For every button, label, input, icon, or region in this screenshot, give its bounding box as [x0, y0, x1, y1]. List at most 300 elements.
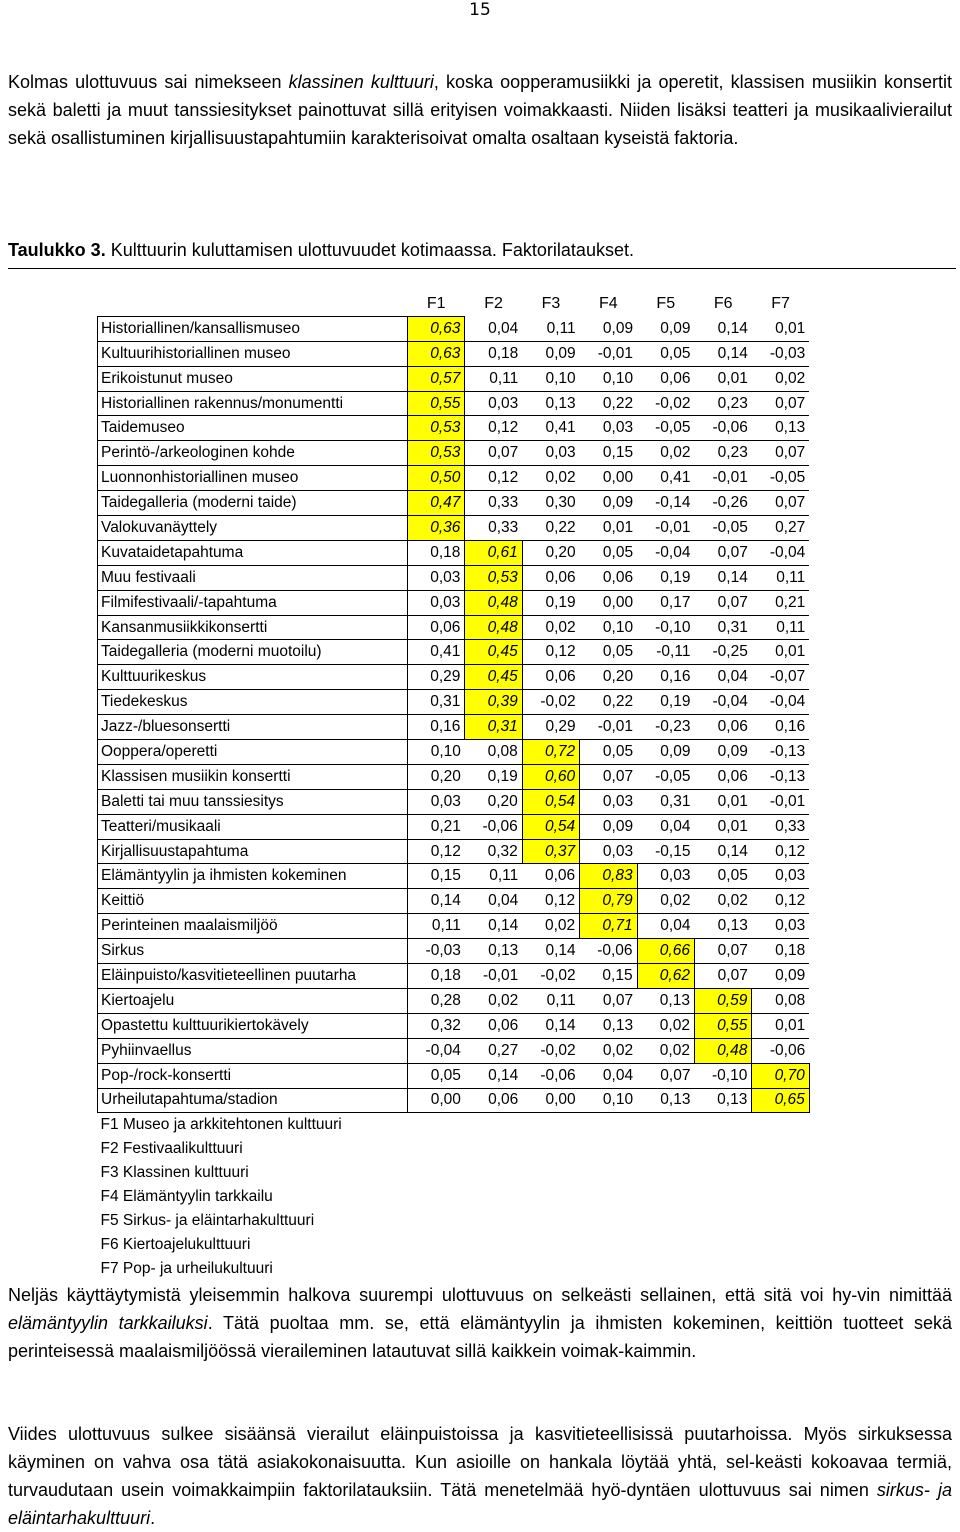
table-row: [98, 366, 810, 391]
legend-row: [98, 1113, 810, 1137]
loading-cell: -0,02: [522, 1038, 579, 1063]
loading-cell: 0,03: [637, 864, 694, 889]
loading-cell: -0,02: [522, 690, 579, 715]
row-label: Teatteri/musikaali: [98, 814, 408, 839]
loading-cell: 0,07: [694, 939, 751, 964]
loading-cell: 0,12: [465, 416, 522, 441]
row-label: Muu festivaali: [98, 565, 408, 590]
highlighted-loading-cell: 0,47: [408, 491, 465, 516]
column-header-f3: F3: [541, 295, 561, 313]
loading-cell: 0,04: [580, 1063, 637, 1088]
loading-cell: 0,14: [522, 939, 579, 964]
legend-row: [98, 1185, 810, 1209]
loading-cell: 0,03: [408, 590, 465, 615]
loading-cell: 0,06: [694, 764, 751, 789]
para2-text-1: Neljäs käyttäytymistä yleisemmin halkova suurempi ulottuvuus on selkeästi sellainen, että sitä voi hy-vin nimittää: [8, 1285, 952, 1305]
loading-cell: -0,01: [694, 466, 751, 491]
loading-cell: 0,19: [637, 690, 694, 715]
table-row: [98, 889, 810, 914]
table-row: [98, 964, 810, 989]
table-caption: [8, 236, 956, 269]
row-label: Kiertoajelu: [98, 988, 408, 1013]
loading-cell: 0,06: [637, 366, 694, 391]
loading-cell: 0,20: [580, 665, 637, 690]
loading-cell: 0,03: [580, 416, 637, 441]
row-label: Historiallinen rakennus/monumentti: [98, 391, 408, 416]
loading-cell: 0,12: [465, 466, 522, 491]
loading-cell: 0,09: [694, 740, 751, 765]
loading-cell: 0,13: [694, 1088, 751, 1113]
loading-cell: 0,06: [694, 715, 751, 740]
loading-cell: 0,13: [637, 988, 694, 1013]
table-row: [98, 665, 810, 690]
loading-cell: -0,06: [465, 814, 522, 839]
loading-cell: -0,04: [752, 540, 809, 565]
row-label: Kultuurihistoriallinen museo: [98, 341, 408, 366]
loading-cell: 0,01: [752, 1013, 809, 1038]
row-label: Luonnonhistoriallinen museo: [98, 466, 408, 491]
table-row: [98, 864, 810, 889]
loading-cell: 0,11: [522, 316, 579, 341]
table-row: [98, 789, 810, 814]
loading-cell: -0,05: [637, 416, 694, 441]
loading-cell: -0,15: [637, 839, 694, 864]
loading-cell: 0,16: [408, 715, 465, 740]
table-row: [98, 640, 810, 665]
loading-cell: 0,10: [580, 615, 637, 640]
legend-row: [98, 1257, 810, 1281]
loading-cell: 0,31: [694, 615, 751, 640]
loading-cell: -0,03: [408, 939, 465, 964]
loading-cell: -0,13: [752, 740, 809, 765]
legend-item: F3 Klassinen kulttuuri: [100, 1164, 249, 1182]
loading-cell: 0,07: [694, 964, 751, 989]
column-header-f7: F7: [771, 295, 790, 313]
intro-emphasis: klassinen kulttuuri: [288, 72, 434, 92]
loading-cell: 0,09: [580, 316, 637, 341]
loading-cell: 0,09: [637, 316, 694, 341]
highlighted-loading-cell: 0,45: [465, 665, 522, 690]
legend-row: [98, 1209, 810, 1233]
loading-cell: 0,10: [580, 1088, 637, 1113]
paragraph-fifth-dimension: [8, 1420, 952, 1532]
highlighted-loading-cell: 0,60: [522, 764, 579, 789]
loading-cell: 0,27: [465, 1038, 522, 1063]
row-label: Valokuvanäyttely: [98, 516, 408, 541]
loading-cell: 0,02: [637, 1013, 694, 1038]
loading-cell: -0,13: [752, 764, 809, 789]
caption-label: Taulukko 3.: [8, 240, 106, 260]
highlighted-loading-cell: 0,63: [408, 316, 465, 341]
loading-cell: 0,03: [465, 391, 522, 416]
loading-cell: 0,08: [752, 988, 809, 1013]
caption-text: Kulttuurin kuluttamisen ulottuvuudet kotimaassa. Faktorilataukset.: [105, 240, 634, 260]
para3-text-2: .: [150, 1508, 156, 1528]
highlighted-loading-cell: 0,37: [522, 839, 579, 864]
loading-cell: 0,03: [408, 565, 465, 590]
table-row: [98, 391, 810, 416]
loading-cell: 0,01: [752, 640, 809, 665]
highlighted-loading-cell: 0,50: [408, 466, 465, 491]
loading-cell: -0,04: [752, 690, 809, 715]
loading-cell: 0,14: [465, 914, 522, 939]
para2-text-2: . Tätä puoltaa mm. se, että elämäntyylin ja ihmisten kokeminen, keittiön tuotteet sekä perinteisessä maalaismiljöössä vieraileminen latautuvat sillä kaikkein voimak-kaimmin.: [8, 1313, 952, 1361]
loading-cell: 0,13: [694, 914, 751, 939]
loading-cell: -0,06: [752, 1038, 809, 1063]
row-label: Keittiö: [98, 889, 408, 914]
loading-cell: 0,16: [752, 715, 809, 740]
page-number: 15: [469, 0, 491, 20]
loading-cell: 0,07: [752, 491, 809, 516]
loading-cell: -0,01: [752, 789, 809, 814]
table-row: [98, 939, 810, 964]
loading-cell: 0,09: [580, 491, 637, 516]
loading-cell: 0,23: [694, 391, 751, 416]
loading-cell: 0,32: [465, 839, 522, 864]
loading-cell: 0,11: [752, 615, 809, 640]
row-label: Elämäntyylin ja ihmisten kokeminen: [98, 864, 408, 889]
loading-cell: 0,07: [752, 391, 809, 416]
loading-cell: 0,01: [752, 316, 809, 341]
legend-row: [98, 1233, 810, 1257]
highlighted-loading-cell: 0,36: [408, 516, 465, 541]
loading-cell: 0,16: [637, 665, 694, 690]
loading-cell: 0,14: [694, 565, 751, 590]
loading-cell: 0,04: [694, 665, 751, 690]
loading-cell: 0,03: [408, 789, 465, 814]
loading-cell: 0,33: [752, 814, 809, 839]
loading-cell: 0,07: [637, 1063, 694, 1088]
para2-emphasis: elämäntyylin tarkkailuksi: [8, 1313, 208, 1333]
loading-cell: 0,18: [408, 540, 465, 565]
highlighted-loading-cell: 0,48: [465, 615, 522, 640]
table-row: [98, 690, 810, 715]
loading-cell: 0,09: [637, 740, 694, 765]
loading-cell: 0,29: [522, 715, 579, 740]
loading-cell: 0,18: [408, 964, 465, 989]
loading-cell: -0,06: [522, 1063, 579, 1088]
loading-cell: 0,07: [694, 540, 751, 565]
highlighted-loading-cell: 0,71: [580, 914, 637, 939]
highlighted-loading-cell: 0,62: [637, 964, 694, 989]
highlighted-loading-cell: 0,53: [408, 441, 465, 466]
legend-row: [98, 1161, 810, 1185]
legend-item: F2 Festivaalikulttuuri: [100, 1140, 243, 1158]
loading-cell: 0,12: [408, 839, 465, 864]
highlighted-loading-cell: 0,45: [465, 640, 522, 665]
highlighted-loading-cell: 0,53: [408, 416, 465, 441]
loading-cell: 0,02: [752, 366, 809, 391]
loading-cell: 0,11: [752, 565, 809, 590]
loading-cell: -0,10: [637, 615, 694, 640]
loading-cell: 0,02: [522, 615, 579, 640]
highlighted-loading-cell: 0,31: [465, 715, 522, 740]
row-label: Kuvataidetapahtuma: [98, 540, 408, 565]
loading-cell: -0,06: [580, 939, 637, 964]
row-label: Urheilutapahtuma/stadion: [98, 1088, 408, 1113]
loading-cell: 0,30: [522, 491, 579, 516]
loading-cell: -0,06: [694, 416, 751, 441]
highlighted-loading-cell: 0,53: [465, 565, 522, 590]
loading-cell: 0,22: [580, 391, 637, 416]
loading-cell: 0,14: [465, 1063, 522, 1088]
loading-cell: 0,23: [694, 441, 751, 466]
loading-cell: 0,04: [465, 316, 522, 341]
loading-cell: 0,15: [408, 864, 465, 889]
row-label: Taidemuseo: [98, 416, 408, 441]
loading-cell: 0,14: [522, 1013, 579, 1038]
loading-cell: -0,01: [637, 516, 694, 541]
loading-cell: 0,21: [752, 590, 809, 615]
loading-cell: 0,00: [580, 466, 637, 491]
legend-item: F6 Kiertoajelukulttuuri: [100, 1235, 251, 1253]
row-label: Jazz-/bluesonsertti: [98, 715, 408, 740]
loading-cell: 0,11: [465, 864, 522, 889]
intro-text-1: Kolmas ulottuvuus sai nimekseen: [8, 72, 289, 92]
table-row: [98, 615, 810, 640]
loading-cell: 0,11: [408, 914, 465, 939]
highlighted-loading-cell: 0,39: [465, 690, 522, 715]
loading-cell: 0,10: [580, 366, 637, 391]
highlighted-loading-cell: 0,83: [580, 864, 637, 889]
loading-cell: -0,25: [694, 640, 751, 665]
paragraph-fourth-dimension: [8, 1281, 952, 1365]
loading-cell: 0,06: [522, 864, 579, 889]
loading-cell: 0,00: [522, 1088, 579, 1113]
highlighted-loading-cell: 0,59: [694, 988, 751, 1013]
header-spacer: [98, 292, 408, 316]
loading-cell: -0,01: [580, 341, 637, 366]
loading-cell: -0,26: [694, 491, 751, 516]
highlighted-loading-cell: 0,79: [580, 889, 637, 914]
highlighted-loading-cell: 0,61: [465, 540, 522, 565]
row-label: Erikoistunut museo: [98, 366, 408, 391]
row-label: Kulttuurikeskus: [98, 665, 408, 690]
table-row: [98, 341, 810, 366]
highlighted-loading-cell: 0,54: [522, 789, 579, 814]
loading-cell: 0,01: [694, 789, 751, 814]
loading-cell: 0,03: [580, 789, 637, 814]
table-row: [98, 316, 810, 341]
row-label: Historiallinen/kansallismuseo: [98, 316, 408, 341]
loading-cell: 0,10: [408, 740, 465, 765]
loading-cell: 0,05: [580, 640, 637, 665]
loading-cell: 0,03: [752, 864, 809, 889]
column-header-f4: F4: [599, 295, 618, 313]
loading-cell: 0,04: [465, 889, 522, 914]
loading-cell: 0,20: [408, 764, 465, 789]
column-header-f2: F2: [484, 295, 503, 313]
loading-cell: 0,06: [522, 565, 579, 590]
loading-cell: 0,22: [580, 690, 637, 715]
loading-cell: -0,02: [637, 391, 694, 416]
loading-cell: 0,05: [637, 341, 694, 366]
legend-row: [98, 1137, 810, 1161]
loading-cell: 0,14: [694, 839, 751, 864]
loading-cell: 0,02: [637, 889, 694, 914]
loading-cell: 0,18: [465, 341, 522, 366]
loading-cell: 0,41: [637, 466, 694, 491]
row-label: Taidegalleria (moderni muotoilu): [98, 640, 408, 665]
loading-cell: 0,17: [637, 590, 694, 615]
loading-cell: 0,32: [408, 1013, 465, 1038]
table-row: [98, 715, 810, 740]
loading-cell: -0,03: [752, 341, 809, 366]
intro-text-2: , koska oopperamusiikki ja operetit, klassisen musiikin konsertit sekä baletti ja muut tanssiesitykset painottuvat sillä erityisen voimakkaasti. Niiden lisäksi teatteri ja musikaalivierailut sekä osallistuminen kirjallisuustapahtumiin karakterisoivat omalta osaltaan kyseistä faktoria.: [8, 72, 952, 148]
row-label: Perintö-/arkeologinen kohde: [98, 441, 408, 466]
table-row: [98, 814, 810, 839]
highlighted-loading-cell: 0,70: [752, 1063, 809, 1088]
loading-cell: 0,03: [522, 441, 579, 466]
loading-cell: 0,02: [522, 914, 579, 939]
loading-cell: -0,11: [637, 640, 694, 665]
loading-cell: 0,19: [465, 764, 522, 789]
loading-cell: 0,12: [522, 889, 579, 914]
table-row: [98, 1063, 810, 1088]
loading-cell: 0,27: [752, 516, 809, 541]
row-label: Pop-/rock-konsertti: [98, 1063, 408, 1088]
loading-cell: 0,31: [408, 690, 465, 715]
loading-cell: -0,04: [637, 540, 694, 565]
row-label: Ooppera/operetti: [98, 740, 408, 765]
loading-cell: 0,20: [465, 789, 522, 814]
loading-cell: 0,02: [580, 1038, 637, 1063]
column-header-f5: F5: [656, 295, 676, 313]
column-header-f1: F1: [426, 294, 446, 312]
table-row: [98, 491, 810, 516]
highlighted-loading-cell: 0,48: [694, 1038, 751, 1063]
loading-cell: 0,01: [694, 366, 751, 391]
table-row: [98, 1038, 810, 1063]
loading-cell: 0,03: [752, 914, 809, 939]
row-label: Pyhiinvaellus: [98, 1038, 408, 1063]
table-row: [98, 441, 810, 466]
table-row: [98, 466, 810, 491]
loading-cell: 0,01: [694, 814, 751, 839]
loading-cell: 0,22: [522, 516, 579, 541]
loading-cell: 0,41: [408, 640, 465, 665]
highlighted-loading-cell: 0,55: [408, 391, 465, 416]
table-row: [98, 914, 810, 939]
loading-cell: 0,02: [694, 889, 751, 914]
row-label: Sirkus: [98, 939, 408, 964]
loading-cell: -0,14: [637, 491, 694, 516]
loading-cell: 0,19: [637, 565, 694, 590]
loading-cell: 0,12: [752, 889, 809, 914]
loading-cell: 0,04: [637, 814, 694, 839]
table-row: [98, 565, 810, 590]
table-header-row: [98, 292, 810, 316]
loading-cell: 0,05: [408, 1063, 465, 1088]
loading-cell: 0,00: [580, 590, 637, 615]
loading-cell: -0,04: [408, 1038, 465, 1063]
loading-cell: 0,11: [522, 988, 579, 1013]
loading-cell: 0,06: [465, 1088, 522, 1113]
loading-cell: 0,14: [694, 316, 751, 341]
loading-cell: 0,01: [580, 516, 637, 541]
loading-cell: 0,12: [522, 640, 579, 665]
loading-cell: 0,05: [580, 540, 637, 565]
loading-cell: 0,02: [637, 1038, 694, 1063]
loading-cell: 0,13: [465, 939, 522, 964]
loading-cell: 0,12: [752, 839, 809, 864]
highlighted-loading-cell: 0,72: [522, 740, 579, 765]
highlighted-loading-cell: 0,65: [752, 1088, 809, 1113]
loading-cell: 0,13: [580, 1013, 637, 1038]
loading-cell: 0,05: [694, 864, 751, 889]
loading-cell: -0,07: [752, 665, 809, 690]
loading-cell: 0,09: [522, 341, 579, 366]
loading-cell: 0,14: [408, 889, 465, 914]
loading-cell: 0,02: [522, 466, 579, 491]
loading-cell: -0,01: [465, 964, 522, 989]
legend-item: F7 Pop- ja urheilukultuuri: [100, 1259, 273, 1277]
loading-cell: 0,20: [522, 540, 579, 565]
highlighted-loading-cell: 0,48: [465, 590, 522, 615]
loading-cell: 0,08: [465, 740, 522, 765]
loading-cell: 0,05: [580, 740, 637, 765]
loading-cell: 0,07: [580, 764, 637, 789]
loading-cell: 0,21: [408, 814, 465, 839]
highlighted-loading-cell: 0,57: [408, 366, 465, 391]
loading-cell: 0,29: [408, 665, 465, 690]
table-row: [98, 988, 810, 1013]
loading-cell: 0,06: [522, 665, 579, 690]
loading-cell: 0,15: [580, 441, 637, 466]
highlighted-loading-cell: 0,54: [522, 814, 579, 839]
loading-cell: 0,09: [752, 964, 809, 989]
loading-cell: 0,33: [465, 491, 522, 516]
loading-cell: 0,07: [580, 988, 637, 1013]
table-row: [98, 1088, 810, 1113]
loading-cell: 0,33: [465, 516, 522, 541]
loading-cell: 0,00: [408, 1088, 465, 1113]
row-label: Tiedekeskus: [98, 690, 408, 715]
loading-cell: 0,06: [408, 615, 465, 640]
loading-cell: 0,11: [465, 366, 522, 391]
row-label: Opastettu kulttuurikiertokävely: [98, 1013, 408, 1038]
row-label: Perinteinen maalaismiljöö: [98, 914, 408, 939]
legend-item: F1 Museo ja arkkitehtonen kulttuuri: [100, 1116, 342, 1134]
intro-paragraph: [8, 68, 952, 152]
row-label: Eläinpuisto/kasvitieteellinen puutarha: [98, 964, 408, 989]
table-row: [98, 416, 810, 441]
loading-cell: 0,07: [465, 441, 522, 466]
table-row: [98, 1013, 810, 1038]
table-row: [98, 839, 810, 864]
row-label: Kansanmusiikkikonsertti: [98, 615, 408, 640]
loading-cell: 0,02: [637, 441, 694, 466]
table-row: [98, 516, 810, 541]
loading-cell: 0,10: [522, 366, 579, 391]
loading-cell: -0,01: [580, 715, 637, 740]
loading-cell: -0,23: [637, 715, 694, 740]
loading-cell: -0,02: [522, 964, 579, 989]
loading-cell: -0,05: [752, 466, 809, 491]
row-label: Kirjallisuustapahtuma: [98, 839, 408, 864]
table-row: [98, 590, 810, 615]
row-label: Klassisen musiikin konsertti: [98, 764, 408, 789]
loading-cell: 0,02: [465, 988, 522, 1013]
loading-cell: 0,07: [752, 441, 809, 466]
row-label: Filmifestivaali/-tapahtuma: [98, 590, 408, 615]
loading-cell: 0,41: [522, 416, 579, 441]
loading-cell: 0,07: [694, 590, 751, 615]
row-label: Baletti tai muu tanssiesitys: [98, 789, 408, 814]
loading-cell: 0,31: [637, 789, 694, 814]
loading-cell: -0,04: [694, 690, 751, 715]
loading-cell: 0,28: [408, 988, 465, 1013]
